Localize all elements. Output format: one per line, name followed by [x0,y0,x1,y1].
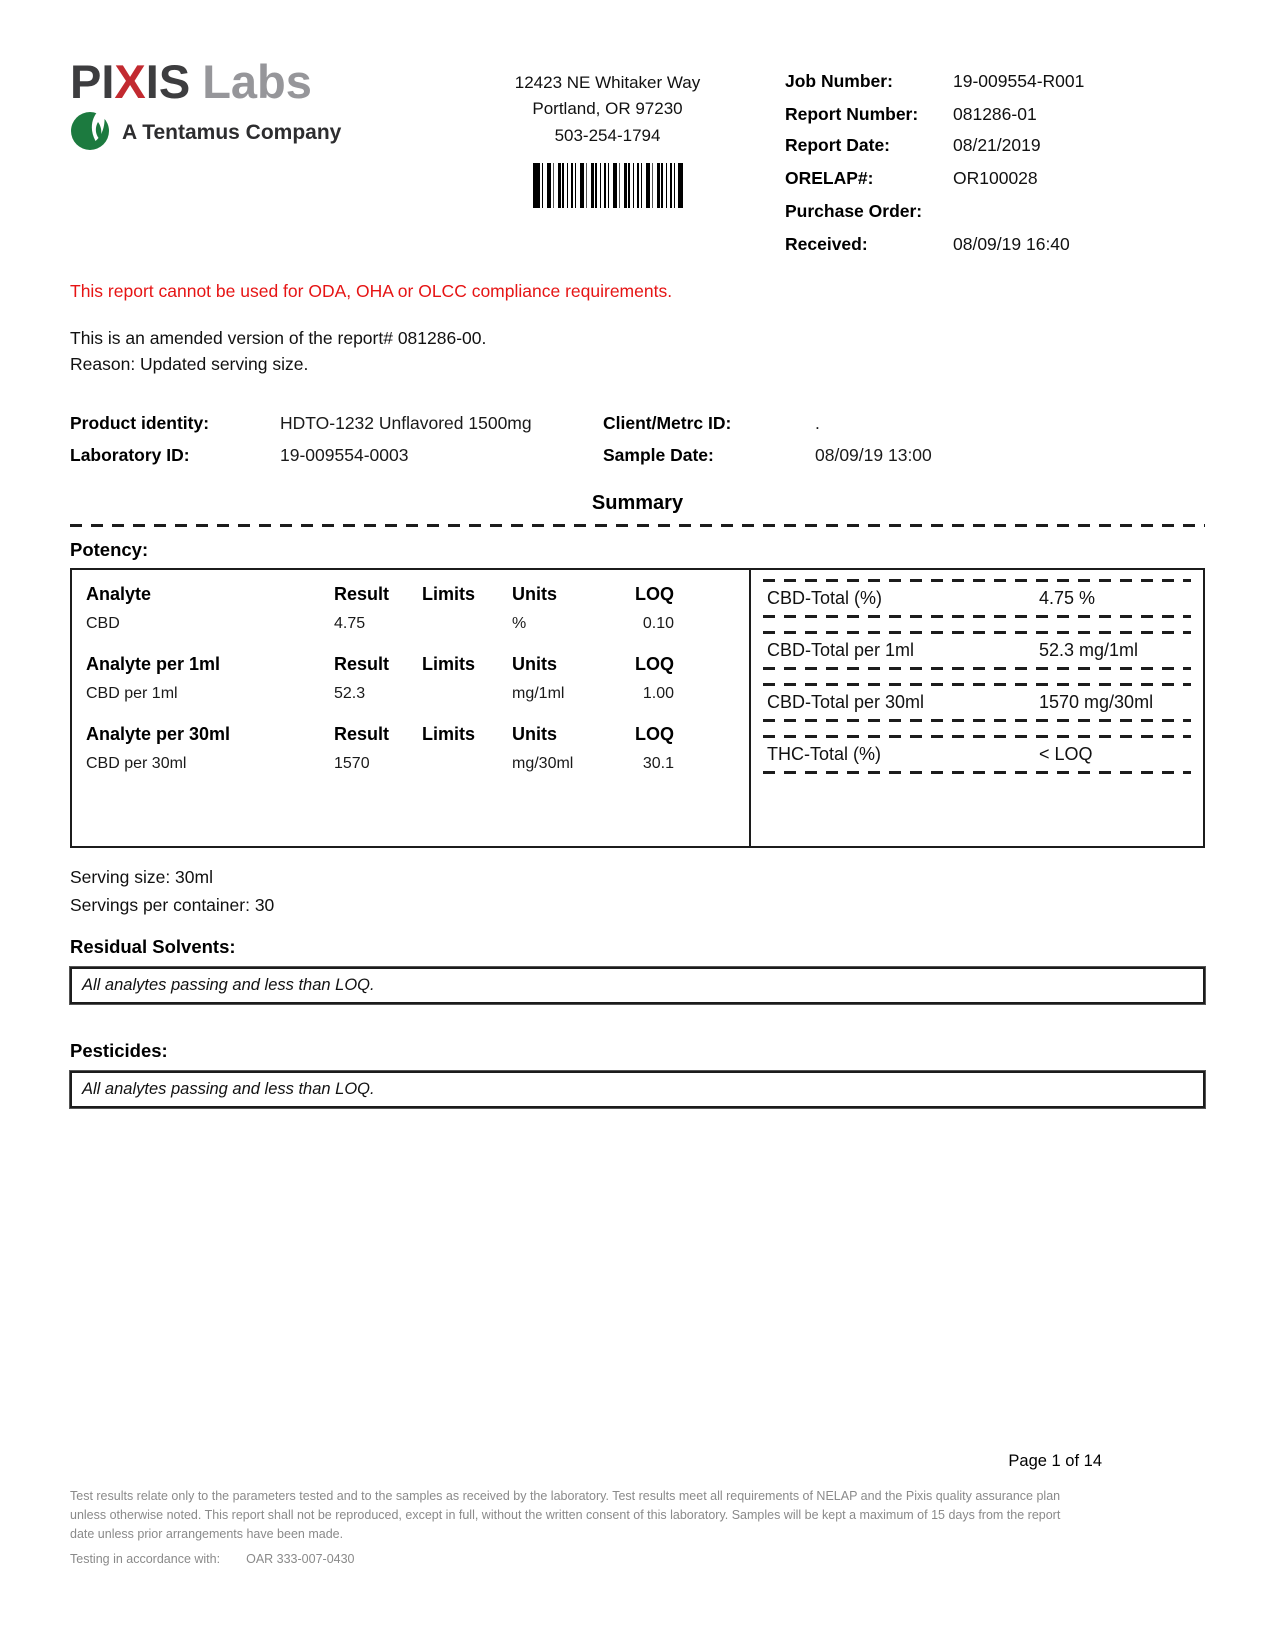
info-value: 081286-01 [953,104,1037,125]
amended-line: This is an amended version of the report# 081286-00. [70,327,487,348]
residual-solvents-heading: Residual Solvents: [70,936,236,957]
card-value: 52.3 mg/1ml [1039,640,1139,660]
potency-header-row [86,584,733,605]
potency-header-row [86,724,733,745]
lab-address-block [443,58,773,208]
card-dash-bottom [763,719,1191,722]
col-loq: LOQ [635,654,674,674]
col-loq: LOQ [635,584,674,604]
potency-table [72,570,751,846]
pesticides-heading: Pesticides: [70,1040,168,1061]
col-analyte: Analyte [86,584,152,604]
info-value: 19-009554-R001 [953,71,1085,91]
potency-data-row [86,755,733,773]
col-result: Result [334,724,390,744]
laboratory-id-value: 19-009554-0003 [280,445,409,465]
page-number: Page 1 of 14 [1008,1452,1102,1470]
pixis-logo [70,55,430,156]
laboratory-id-label: Laboratory ID: [70,445,190,465]
card-label: CBD-Total per 1ml [767,640,915,660]
compliance-warning: This report cannot be used for ODA, OHA or OLCC compliance requirements. [70,280,673,301]
address-phone: 503-254-1794 [554,125,661,145]
col-units: Units [512,724,557,744]
potency-heading: Potency: [70,539,149,560]
residual-solvents-result-box [70,967,1205,1004]
info-label: Report Date: [785,134,891,155]
info-value: 08/09/19 16:40 [953,234,1070,255]
card-dash-bottom [763,771,1191,774]
cell-result: 1570 [334,755,370,772]
potency-data-row [86,615,733,633]
card-value: 1570 mg/30ml [1039,692,1154,712]
card-value: 4.75 % [1039,588,1096,608]
info-label: Report Number: [785,104,919,125]
cell-result: 52.3 [334,685,366,702]
tentamus-leaf-icon [70,109,114,156]
summary-card-cbd-per-30ml [763,683,1191,722]
info-value: OR100028 [953,167,1038,188]
info-label: Purchase Order: [785,201,923,221]
summary-card-thc-total [763,735,1191,774]
pixis-logo-wordmark [70,55,430,108]
residual-solvents-note: All analytes passing and less than LOQ. [82,976,375,994]
testing-accordance-label: Testing in accordance with: [70,1552,221,1566]
potency-group-percent [86,584,733,633]
col-result: Result [334,584,390,604]
sample-date-value: 08/09/19 13:00 [815,445,932,465]
card-value: < LOQ [1039,744,1093,764]
testing-accordance-line [70,1552,355,1566]
client-metrc-value: . [815,413,820,433]
potency-group-per-30ml [86,724,733,773]
logo-text-x: X [114,55,146,108]
serving-size: Serving size: 30ml [70,867,213,887]
testing-accordance-value: OAR 333-007-0430 [246,1552,355,1566]
sample-date-label: Sample Date: [603,445,714,465]
col-limits: Limits [422,724,476,744]
info-row-job-number [785,72,1205,91]
info-row-received [785,235,1205,254]
logo-text-is: IS [145,55,191,108]
product-identity-label: Product identity: [70,413,210,433]
cell-analyte: CBD per 30ml [86,755,187,772]
address-line2: Portland, OR 97230 [532,99,683,119]
footer-disclaimer: Test results relate only to the parameters tested and to the samples as received by the laboratory. Test results meet all requirements of NELAP and the Pixis quality assurance plan unless otherwise noted. This report shall not be reproduced, except in full, without the written consent of this laboratory. Samples will be kept a maximum of 15 days from the report date unless prior arrangements have been made. [70,1489,1061,1541]
cell-loq: 0.10 [642,615,674,632]
pesticides-result-box [70,1071,1205,1108]
info-value: 08/21/2019 [953,134,1041,155]
report-info-block [785,58,1205,255]
col-loq: LOQ [635,724,674,744]
amended-reason: Reason: Updated serving size. [70,353,309,374]
potency-summary-panel [751,570,1203,846]
logo-tagline: A Tentamus Company [122,120,342,144]
cell-loq: 30.1 [642,755,674,772]
info-label: Received: [785,234,868,255]
info-row-purchase-order [785,202,1205,221]
info-row-orelap [785,169,1205,188]
info-label: ORELAP#: [785,167,874,188]
card-label: THC-Total (%) [767,744,882,764]
card-label: CBD-Total (%) [767,588,883,608]
report-header [70,55,1205,255]
cell-analyte: CBD per 1ml [86,685,178,702]
col-limits: Limits [422,654,476,674]
logo-text-pi: PI [70,55,115,108]
potency-header-row [86,654,733,675]
logo-text-labs: Labs [202,55,312,108]
address-line1: 12423 NE Whitaker Way [514,73,701,92]
info-row-report-date [785,136,1205,155]
info-value [953,202,1205,221]
col-result: Result [334,654,390,674]
cell-analyte: CBD [86,615,120,632]
summary-divider [70,524,1205,527]
card-dash-bottom [763,667,1191,670]
sample-identity-block [70,413,1205,466]
product-identity-value: HDTO-1232 Unflavored 1500mg [280,413,532,433]
summary-card-cbd-total [763,579,1191,618]
col-limits: Limits [422,584,476,604]
col-analyte: Analyte per 1ml [86,654,221,674]
servings-per-container: Servings per container: 30 [70,895,275,915]
amended-notice [70,325,1205,378]
cell-units: mg/30ml [512,755,574,772]
card-label: CBD-Total per 30ml [767,692,925,712]
potency-box [70,568,1205,848]
cell-result: 4.75 [334,615,366,632]
cell-units: mg/1ml [512,685,565,702]
cell-units: % [512,615,527,632]
col-units: Units [512,584,557,604]
cell-loq: 1.00 [642,685,674,702]
potency-group-per-1ml [86,654,733,703]
barcode [533,163,683,208]
pesticides-note: All analytes passing and less than LOQ. [82,1080,375,1098]
info-label: Job Number: [785,71,893,91]
client-metrc-label: Client/Metrc ID: [603,413,732,433]
serving-info [70,863,1205,919]
potency-data-row [86,685,733,703]
summary-card-cbd-per-1ml [763,631,1191,670]
col-analyte: Analyte per 30ml [86,724,231,744]
info-row-report-number [785,105,1205,124]
col-units: Units [512,654,557,674]
card-dash-bottom [763,615,1191,618]
summary-title: Summary [591,492,684,514]
